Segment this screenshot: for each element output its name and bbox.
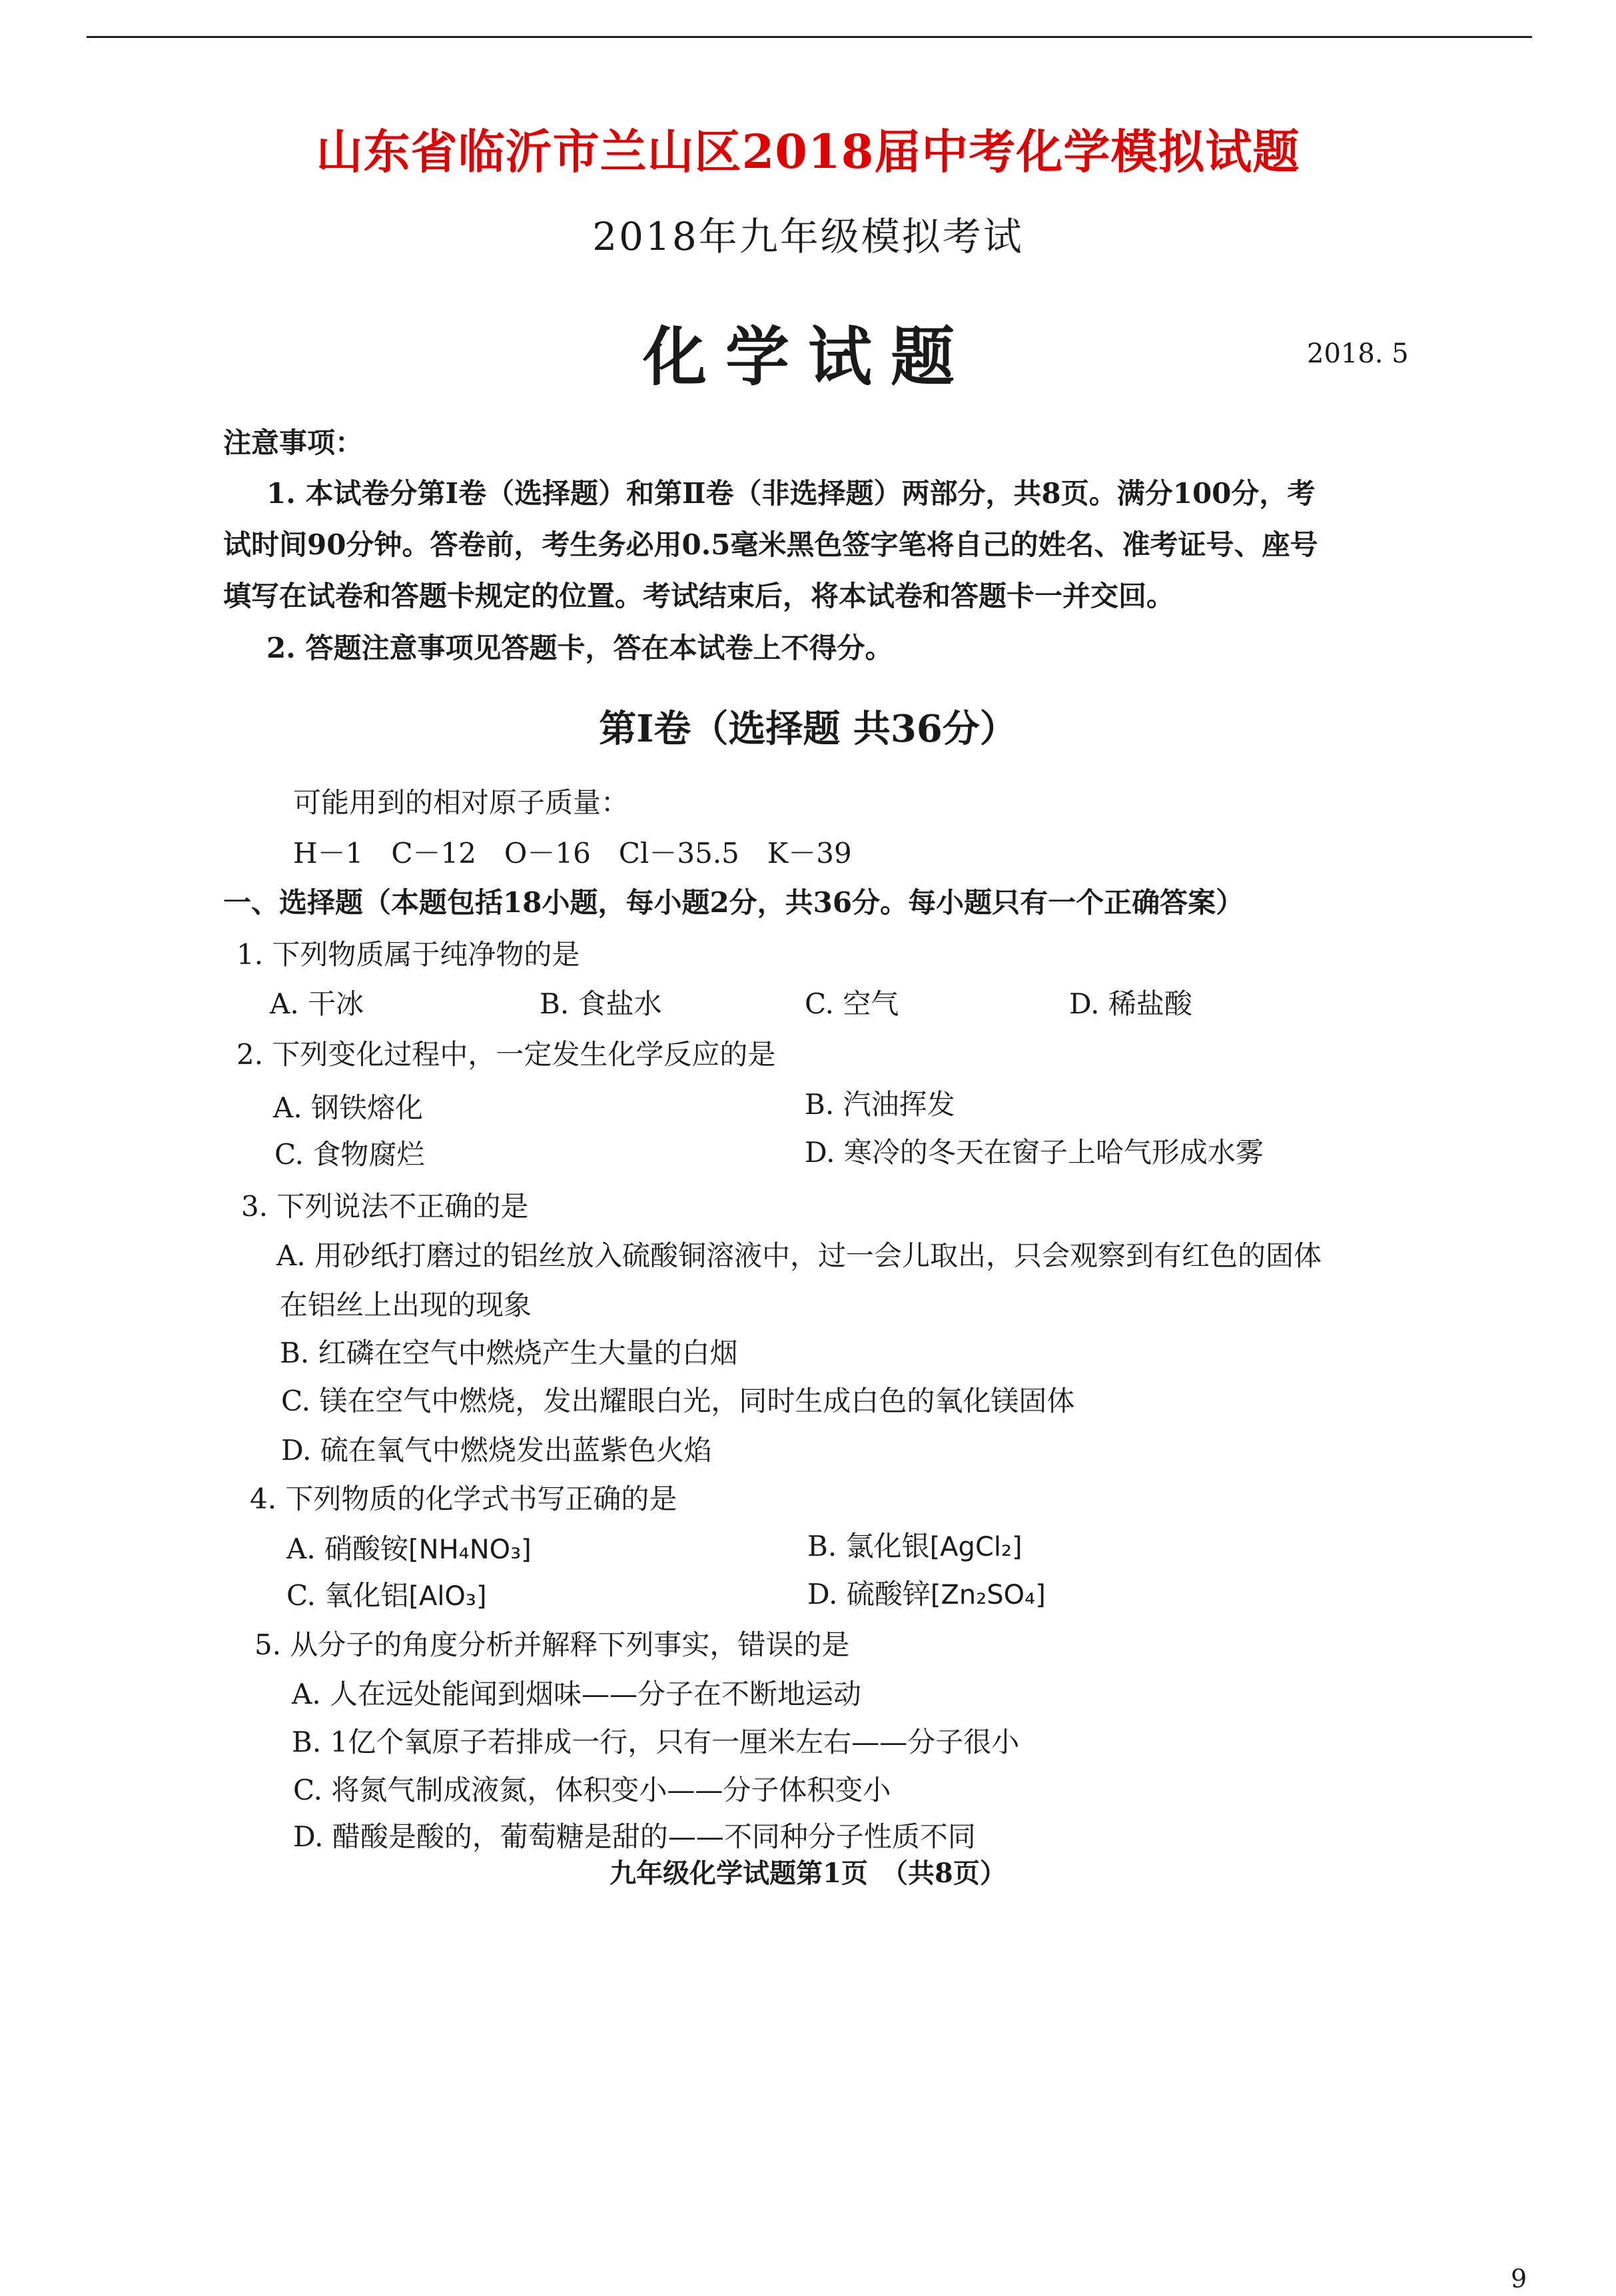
q2-option-c: C. 食物腐烂 (274, 1138, 425, 1171)
q4-option-b-label: B. 氯化银 (807, 1530, 930, 1562)
q4-option-a-formula: [NH₄NO₃] (408, 1534, 532, 1565)
q3-option-d: D. 硫在氧气中燃烧发出蓝紫色火焰 (281, 1434, 712, 1466)
notice-line-2: 试时间90分钟。答卷前，考生务必用0.5毫米黑色签字笔将自己的姓名、准考证号、座号 (223, 528, 1318, 561)
page-number: 9 (1511, 2264, 1527, 2293)
q4-option-a (286, 1527, 532, 1567)
q1-option-a: A. 干冰 (270, 987, 364, 1020)
q3-option-a-line-1: A. 用砂纸打磨过的铝丝放入硫酸铜溶液中，过一会儿取出，只会观察到有红色的固体 (276, 1239, 1322, 1272)
q2-stem: 2. 下列变化过程中，一定发生化学反应的是 (236, 1038, 776, 1071)
q5-option-b: B. 1亿个氧原子若排成一行，只有一厘米左右——分子很小 (292, 1726, 1020, 1758)
part-heading: 一、选择题（本题包括18小题，每小题2分，共36分。每小题只有一个正确答案） (223, 886, 1244, 919)
red-title: 山东省临沂市兰山区2018届中考化学模拟试题 (316, 124, 1300, 179)
q4-option-c-label: C. 氧化铝 (286, 1579, 409, 1612)
q1-option-c: C. 空气 (805, 987, 899, 1020)
q4-option-d-formula: [Zn₂SO₄] (930, 1580, 1046, 1610)
q4-option-d-label: D. 硫酸锌 (807, 1578, 931, 1610)
q5-option-a: A. 人在远处能闻到烟味——分子在不断地运动 (292, 1678, 862, 1710)
notice-heading: 注意事项： (223, 426, 364, 459)
q3-stem: 3. 下列说法不正确的是 (241, 1190, 529, 1223)
q4-option-d (807, 1572, 1046, 1612)
main-title: 化学试题 (643, 319, 973, 394)
page-footer: 九年级化学试题第1页 （共8页） (609, 1858, 1007, 1889)
q4-option-c-formula: [AlO₃] (408, 1581, 487, 1612)
top-rule (87, 36, 1532, 38)
q5-stem: 5. 从分子的角度分析并解释下列事实，错误的是 (254, 1628, 850, 1661)
q2-option-b: B. 汽油挥发 (805, 1088, 955, 1121)
notice-line-1: 1. 本试卷分第Ⅰ卷（选择题）和第Ⅱ卷（非选择题）两部分，共8页。满分100分，考 (266, 477, 1316, 510)
q2-option-d: D. 寒冷的冬天在窗子上哈气形成水雾 (805, 1136, 1264, 1169)
q1-option-b: B. 食盐水 (540, 987, 662, 1020)
q2-option-a: A. 钢铁熔化 (273, 1091, 424, 1124)
q5-option-d: D. 醋酸是酸的，葡萄糖是甜的——不同种分子性质不同 (293, 1820, 976, 1853)
notice-line-4: 2. 答题注意事项见答题卡，答在本试卷上不得分。 (266, 632, 893, 664)
section-title: 第Ⅰ卷（选择题 共36分） (599, 707, 1017, 751)
q4-option-c (286, 1574, 487, 1614)
subtitle: 2018年九年级模拟考试 (592, 214, 1024, 259)
q3-option-a-line-2: 在铝丝上出现的现象 (280, 1289, 532, 1321)
atomic-mass-label: 可能用到的相对原子质量： (293, 786, 629, 819)
q1-option-d: D. 稀盐酸 (1069, 987, 1192, 1020)
q4-option-b (807, 1524, 1022, 1564)
exam-date: 2018. 5 (1307, 338, 1409, 369)
q4-stem: 4. 下列物质的化学式书写正确的是 (250, 1482, 677, 1515)
q4-option-a-label: A. 硝酸铵 (286, 1532, 409, 1565)
q1-stem: 1. 下列物质属于纯净物的是 (236, 938, 580, 971)
q5-option-c: C. 将氮气制成液氮，体积变小——分子体积变小 (293, 1774, 891, 1806)
q3-option-c: C. 镁在空气中燃烧，发出耀眼白光，同时生成白色的氧化镁固体 (281, 1385, 1075, 1417)
q3-option-b: B. 红磷在空气中燃烧产生大量的白烟 (280, 1337, 738, 1369)
q4-option-b-formula: [AgCl₂] (929, 1532, 1022, 1562)
atomic-mass-values: H－1 C－12 O－16 Cl－35.5 K－39 (293, 837, 852, 869)
notice-line-3: 填写在试卷和答题卡规定的位置。考试结束后，将本试卷和答题卡一并交回。 (223, 580, 1175, 612)
